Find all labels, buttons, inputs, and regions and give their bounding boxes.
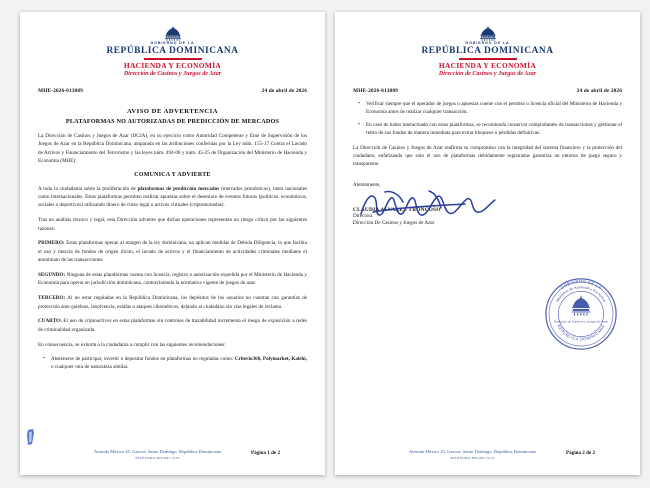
- signature-block: [353, 182, 622, 228]
- footer-phone: TELÉFONO 809-687-5131: [134, 455, 181, 460]
- clause-cuarto-label: CUARTO:: [38, 318, 62, 325]
- seal-text-center: Dirección de Casinos y Juegos de Azar: [553, 319, 609, 324]
- page-1-body: [38, 132, 307, 372]
- paragraph-ciudadania: [38, 185, 307, 210]
- page-title: AVISO DE ADVERTENCIA: [127, 107, 218, 115]
- seal-text-bottom: REPÚBLICA DOMINICANA: [556, 323, 606, 342]
- section-heading-comunica: COMUNICA Y ADVIERTE: [134, 172, 211, 179]
- signer-department: Dirección De Casinos y Juegos de Azar: [353, 220, 435, 227]
- page-number-page-1: Página 1 de 2: [251, 450, 281, 457]
- paragraph-analisis: Tras un análisis técnico y legal, esta Dirección advierte que dichas operaciones representan un riesgo crítico por las siguientes razones:: [38, 217, 307, 232]
- clause-segundo: [38, 271, 307, 288]
- footer-contact-page-2: [379, 449, 566, 461]
- ciudadania-post: (mercados pronósticos), tanto nacionales como internacionales. Estas plataformas permiten realizar apuestas sobre el desenlace de eventos futuros (políticos, económicos, sociales o deportivos) utilizando dinero de curso legal o activos virtuales (criptomonedas).: [38, 185, 307, 209]
- clause-tercero: [38, 294, 307, 311]
- letterhead-page-1: [38, 22, 307, 79]
- bullet1-platforms: Criterio360, Polymarket, Kalshi,: [234, 355, 307, 362]
- page-2-body: [353, 100, 622, 169]
- clause-segundo-label: SEGUNDO:: [38, 271, 66, 278]
- reference-row-page-2: [353, 88, 622, 94]
- list-item: ▪ En caso de haber interactuado con estas plataformas, se recomienda conservar comprobantes de transacciones y gestionar el retiro de sus fondos de manera inmediata para evitar bloqueos o pérdidas definitivas.: [366, 121, 622, 138]
- dominican-republic-dome-emblem-icon: [475, 26, 501, 41]
- letterhead-red-rule: [459, 58, 517, 60]
- official-round-stamp-icon: [542, 275, 620, 353]
- document-page-1: [20, 12, 325, 475]
- ciudadania-pre: A toda la ciudadanía sobre la proliferación de: [38, 185, 138, 192]
- document-reference: MHE-2026-013889: [38, 87, 83, 94]
- signer-name: CLAUDIA ALVAREZ TRONCOSO: [353, 206, 441, 213]
- footer-page-1: [20, 449, 325, 461]
- blue-margin-glyph-icon: [24, 428, 37, 446]
- letterhead-direccion: Dirección de Casinos y Juegos de Azar: [438, 70, 537, 77]
- reference-row-page-1: [38, 88, 307, 94]
- letterhead-republica: REPÚBLICA DOMINICANA: [106, 45, 239, 56]
- intro-paragraph: La Dirección de Casinos y Juegos de Azar (DCJA), en su ejercicio como Autoridad Competente y Ente de Supervisión de los Juegos de Azar en la República Dominicana, amparada en las atribuciones conferidas por la Ley núm. 155-17 Contra el Lavado de Activos y Financiamiento del Terrorismo y las leyes núm. 494-06 y núm. 45-25 de Organización del Ministerio de Hacienda y Economía (MHE):: [38, 132, 307, 164]
- page-subtitle: PLATAFORMAS NO AUTORIZADAS DE PREDICCIÓN DE MERCADOS: [65, 118, 280, 126]
- clause-cuarto-text: El uso de criptoactivos en estas plataformas sin controles de trazabilidad incrementa el riesgo de exposición a redes de criminalidad organizada.: [38, 318, 307, 333]
- recommendations-list-page-2: [353, 100, 622, 137]
- footer-phone: TELÉFONO 809-687-5131: [449, 455, 496, 460]
- footer-page-2: [335, 449, 640, 461]
- seal-text-inner: Ministerio de Hacienda y Economía: [555, 285, 607, 303]
- clause-tercero-label: TERCERO:: [38, 295, 66, 302]
- recommendations-list-page-1: [38, 355, 307, 372]
- clause-primero-text: Estas plataformas operan al margen de la ley dominicana, no aplican medidas de Debida Diligencia, lo que facilita el uso y mezcla de fondos de origen ilícito, el lavado de activos y el financiamiento de actividades criminales mediante el anonimato de las transacciones.: [38, 240, 307, 264]
- list-item: ▪ Verificar siempre que el operador de juegos o apuestas cuente con el permiso o licencia oficial del Ministerio de Hacienda y Economía antes de realizar cualquier transacción.: [366, 100, 622, 117]
- page-number-page-2: Página 2 de 2: [566, 450, 596, 457]
- signer-role: Directora: [353, 212, 373, 219]
- document-page-2: [335, 12, 640, 475]
- document-date: 24 de abril de 2026: [261, 87, 307, 94]
- document-reference: MHE-2026-013889: [353, 87, 398, 94]
- footer-address: Avenida México 45, Gascue, Santo Domingo, República Dominicana: [94, 449, 221, 455]
- bullet1-post: o cualquier otra de naturaleza similar.: [51, 364, 129, 371]
- svg-text:REPÚBLICA DOMINICANA: [556, 324, 605, 342]
- ciudadania-bold: plataformas de predicción mercados: [137, 185, 220, 192]
- document-date: 24 de abril de 2026: [576, 87, 622, 94]
- footer-contact-page-1: [64, 449, 251, 461]
- letterhead-republica: REPÚBLICA DOMINICANA: [421, 45, 554, 56]
- clause-primero-label: PRIMERO:: [38, 240, 65, 247]
- letterhead-ministerio: HACIENDA Y ECONOMÍA: [123, 60, 222, 70]
- dominican-republic-dome-emblem-icon: [160, 26, 186, 41]
- clause-tercero-text: Al no estar reguladas en la República Dominicana, los depósitos de los usuarios no cuentan con garantías de protección ante quiebras, insolvencia, estafas o ataques cibernéticos, dejando al ciudadano sin vías legales de reclamo.: [38, 295, 307, 310]
- paragraph-exhorta: En consecuencia, se exhorta a la ciudadanía a cumplir con las siguientes recomendaciones:: [38, 341, 226, 348]
- letterhead-red-rule: [144, 58, 202, 60]
- clause-cuarto: [38, 317, 307, 334]
- bullet1-pre: Abstenerse de participar, invertir o depositar fondos en plataformas no reguladas como:: [51, 355, 235, 362]
- letterhead-ministerio: HACIENDA Y ECONOMÍA: [438, 60, 537, 70]
- clause-segundo-text: Ninguna de estas plataformas cuenta con licencia, registro o autorización expedida por el Ministerio de Hacienda y Economía para operar en jurisdicción dominicana, contraviniendo la normativa vigente de juegos de azar.: [38, 271, 307, 287]
- seal-text-top: GOBIERNO DE LA: [559, 278, 603, 291]
- closing-paragraph: La Dirección de Casinos y Juegos de Azar reafirma su compromiso con la integridad del sistema financiero y la protección del ciudadano, enfatizando que solo el uso de plataformas debidamente registradas garantiza un entorno de juego seguro y transparente.: [353, 144, 622, 168]
- letterhead-page-2: [353, 22, 622, 79]
- letterhead-gobierno: GOBIERNO DE LA: [465, 41, 510, 45]
- letterhead-gobierno: GOBIERNO DE LA: [150, 41, 195, 45]
- footer-address: Avenida México 45, Gascue, Santo Domingo, República Dominicana: [409, 449, 536, 455]
- list-item: [51, 355, 307, 372]
- clause-primero: [38, 239, 307, 264]
- letterhead-direccion: Dirección de Casinos y Juegos de Azar: [123, 70, 222, 77]
- signature-greeting: Atentamente,: [353, 181, 381, 188]
